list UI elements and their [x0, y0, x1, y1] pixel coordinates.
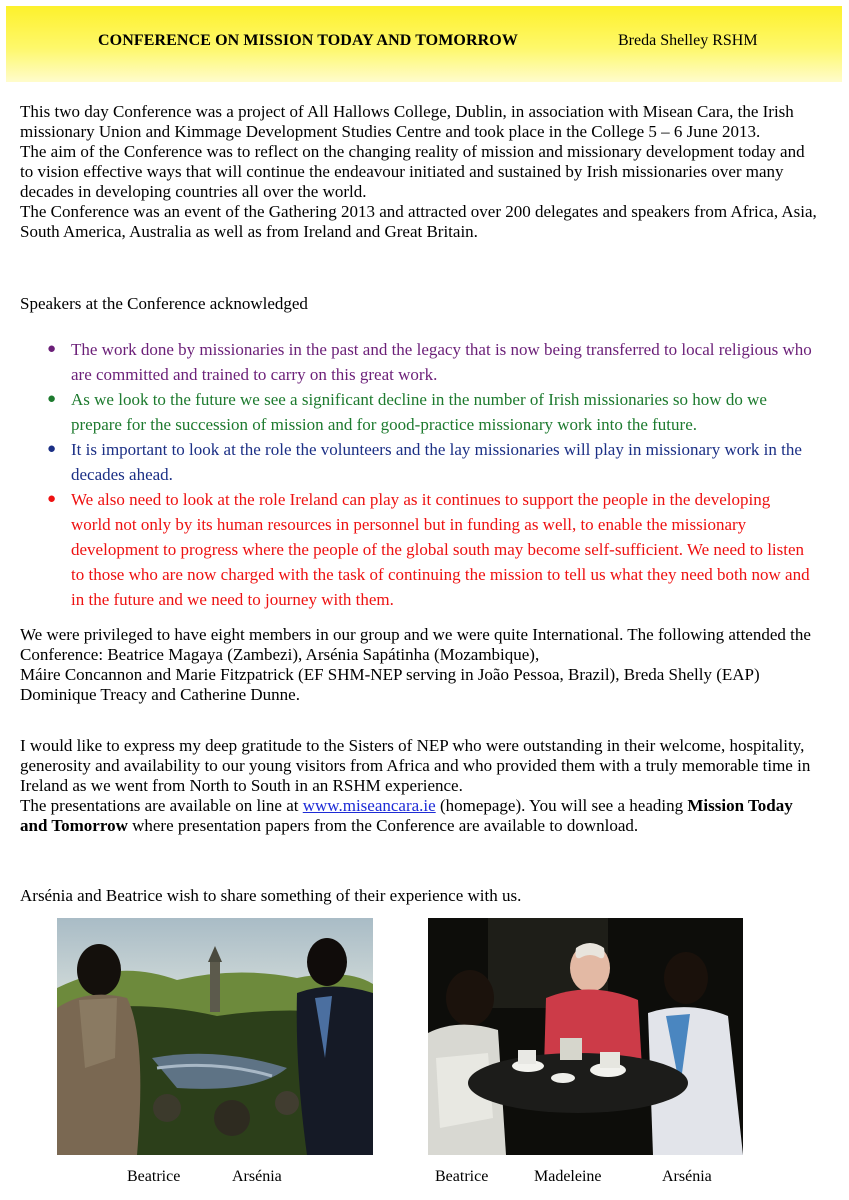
group-paragraph	[20, 625, 820, 705]
caption-beatrice-2: Beatrice	[435, 1168, 489, 1185]
photo-tea-table	[428, 918, 743, 1155]
bullet-icon: ●	[47, 391, 57, 407]
photo-glendalough-image	[57, 918, 373, 1155]
heading-bold: Mission Today and Tomorrow	[20, 796, 793, 835]
gratitude-text: I would like to express my deep gratitude to the Sisters of NEP who were outstanding in their welcome, hospitality, generosity and availability to our young visitors from Africa and who provided them with a truly memorable time in Ireland as we went from North to South in an RSHM experience.	[20, 736, 811, 795]
speakers-bullet-list	[44, 337, 814, 612]
bullet-text: It is important to look at the role the volunteers and the lay missionaries will play in missionary work in the decades ahead.	[71, 440, 802, 484]
gratitude-paragraph	[20, 736, 820, 836]
group-line-1: We were privileged to have eight members in our group and we were quite International. The following attended the Conference: Beatrice Magaya (Zambezi), Arsénia Sapátinha (Mozambique),	[20, 625, 811, 664]
photo-tea-table-image	[428, 918, 743, 1155]
header-author: Breda Shelley RSHM	[618, 32, 758, 49]
share-sentence: Arsénia and Beatrice wish to share something of their experience with us.	[20, 886, 522, 905]
caption-arsenia-1: Arsénia	[232, 1168, 282, 1185]
caption-madeleine: Madeleine	[534, 1168, 602, 1185]
caption-arsenia-2: Arsénia	[662, 1168, 712, 1185]
presentations-after: (homepage). You will see a heading	[435, 796, 688, 815]
speakers-intro: Speakers at the Conference acknowledged	[20, 294, 308, 313]
bullet-text: As we look to the future we see a significant decline in the number of Irish missionaries so how do we prepare for the succession of mission and for good-practice missionary work into the future.	[71, 390, 767, 434]
group-line-2: Máire Concannon and Marie Fitzpatrick (EF SHM-NEP serving in João Pessoa, Brazil), Breda Shelly (EAP) Dominique Treacy and Catherine Dunne.	[20, 665, 760, 704]
bullet-text: The work done by missionaries in the past and the legacy that is now being transferred to local religious who are committed and trained to carry on this great work.	[71, 340, 812, 384]
header-title: CONFERENCE ON MISSION TODAY AND TOMORROW	[98, 32, 518, 49]
intro-section	[20, 102, 820, 242]
bullet-item	[44, 487, 814, 612]
photo-glendalough	[57, 918, 373, 1155]
caption-beatrice-1: Beatrice	[127, 1168, 181, 1185]
bullet-item	[44, 437, 814, 487]
intro-paragraph-2: The aim of the Conference was to reflect on the changing reality of mission and missionary development today and to vision effective ways that will continue the endeavour initiated and sustained by Irish missionaries over many decades in developing countries all over the world.	[20, 142, 805, 201]
bullet-icon: ●	[47, 491, 57, 507]
bullet-text: We also need to look at the role Ireland can play as it continues to support the people in the developing world not only by its human resources in personnel but in funding as well, to enable the missionary development to progress where the people of the global south may become self-sufficient. We need to listen to those who are now charged with the task of continuing the mission to tell us what they need both now and in the future and we need to journey with them.	[71, 490, 810, 609]
presentations-end: where presentation papers from the Conference are available to download.	[127, 816, 639, 835]
intro-paragraph-1: This two day Conference was a project of All Hallows College, Dublin, in association with Misean Cara, the Irish missionary Union and Kimmage Development Studies Centre and took place in the College 5 – 6 June 2013.	[20, 102, 794, 141]
bullet-icon: ●	[47, 341, 57, 357]
page-header	[6, 6, 842, 82]
miseancara-link[interactable]: www.miseancara.ie	[302, 796, 436, 815]
bullet-item	[44, 337, 814, 387]
bullet-item	[44, 387, 814, 437]
intro-paragraph-3: The Conference was an event of the Gathering 2013 and attracted over 200 delegates and speakers from Africa, Asia, South America, Australia as well as from Ireland and Great Britain.	[20, 202, 817, 241]
bullet-icon: ●	[47, 441, 57, 457]
presentations-before: The presentations are available on line at	[20, 796, 303, 815]
presentations-text	[20, 796, 820, 836]
